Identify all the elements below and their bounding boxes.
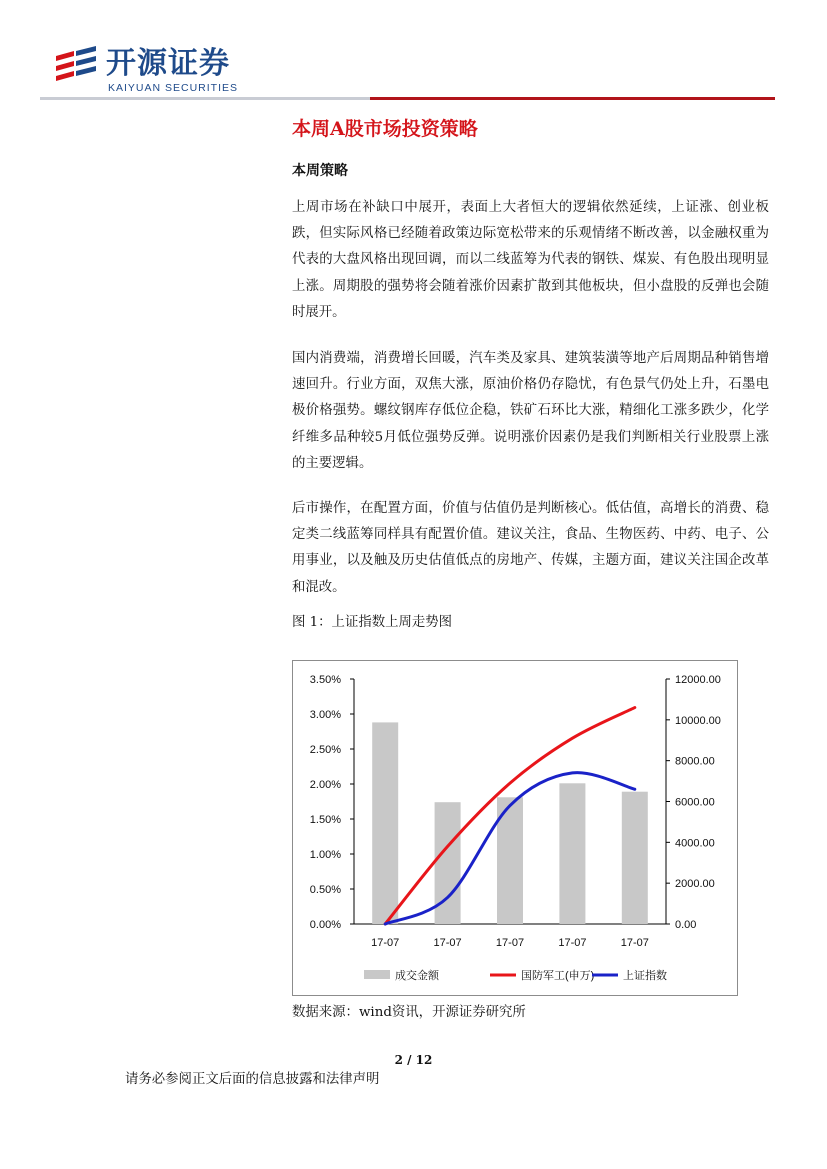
figure-caption: 图 1：上证指数上周走势图: [292, 615, 453, 630]
legend-label: 上证指数: [623, 970, 667, 982]
page-number: 2 / 12: [394, 1053, 433, 1067]
legend-label: 国防军工(申万): [521, 970, 595, 982]
y-right-tick-label: 10000.00: [675, 714, 721, 727]
footer-disclaimer: 请务必参阅正文后面的信息披露和法律声明: [125, 1072, 380, 1087]
y-left-tick-label: 2.50%: [309, 744, 341, 756]
header-divider-gray: [40, 97, 370, 100]
paragraph: 国内消费端，消费增长回暖，汽车类及家具、建筑装潢等地产后周期品种销售增速回升。行业方面，双焦大涨，原油价格仍存隐忧，有色景气仍处上升，石墨电极价格强势。螺纹钢库存低位企稳，铁矿石环比大涨，精细化工涨多跌少，化学纤维多品种较5月低位强势反弹。说明涨价因素仍是我们判断相关行业股票上涨的主要逻辑。: [292, 351, 769, 471]
y-right-tick-label: 2000.00: [675, 878, 715, 891]
x-tick-label: 17-07: [495, 937, 525, 949]
x-tick-label: 17-07: [371, 937, 400, 949]
source-note: 数据来源：wind资讯，开源证券研究所: [292, 1005, 526, 1020]
y-left-tick-label: 3.50%: [309, 674, 341, 686]
y-right-tick-label: 8000.00: [675, 755, 715, 768]
section-title: 本周A股市场投资策略: [292, 118, 478, 140]
y-right-tick-label: 4000.00: [675, 837, 715, 850]
header-divider-red: [370, 97, 775, 100]
combo-chart: [292, 660, 738, 996]
subheading: 本周策略: [292, 163, 348, 179]
y-left-tick-label: 3.00%: [309, 709, 341, 721]
y-left-tick-label: 1.00%: [309, 849, 341, 861]
y-right-tick-label: 0.00: [675, 919, 697, 931]
bar: [372, 722, 398, 924]
legend-label: 成交金额: [395, 970, 439, 982]
x-tick-label: 17-07: [620, 937, 649, 949]
y-right-tick-label: 12000.00: [675, 674, 721, 686]
kaiyuan-logo: [52, 44, 100, 88]
x-tick-label: 17-07: [558, 937, 587, 949]
paragraph: 后市操作，在配置方面，价值与估值仍是判断核心。低估值，高增长的消费、稳定类二线蓝筹同样具有配置价值。建议关注，食品、生物医药、中药、电子、公用事业，以及触及历史估值低点的房地产、传媒，主题方面，建议关注国企改革和混改。: [292, 501, 769, 595]
bar: [559, 783, 585, 924]
brand-name-en: KAIYUAN SECURITIES: [108, 82, 239, 94]
y-left-tick-label: 0.50%: [309, 884, 341, 896]
legend-swatch: [364, 970, 390, 979]
y-left-tick-label: 2.00%: [309, 779, 341, 791]
y-left-tick-label: 1.50%: [309, 814, 341, 826]
paragraph: 上周市场在补缺口中展开，表面上大者恒大的逻辑依然延续，上证涨、创业板跌，但实际风格已经随着政策边际宽松带来的乐观情绪不断改善，以金融权重为代表的大盘风格出现回调，而以二线蓝筹为代表的钢铁、煤炭、有色股出现明显上涨。周期股的强势将会随着涨价因素扩散到其他板块，但小盘股的反弹也会随时展开。: [292, 200, 769, 320]
x-tick-label: 17-07: [433, 937, 462, 949]
y-right-tick-label: 6000.00: [675, 796, 715, 809]
brand-name-cn: 开源证券: [106, 46, 230, 81]
y-left-tick-label: 0.00%: [309, 919, 341, 931]
bar: [622, 792, 648, 924]
